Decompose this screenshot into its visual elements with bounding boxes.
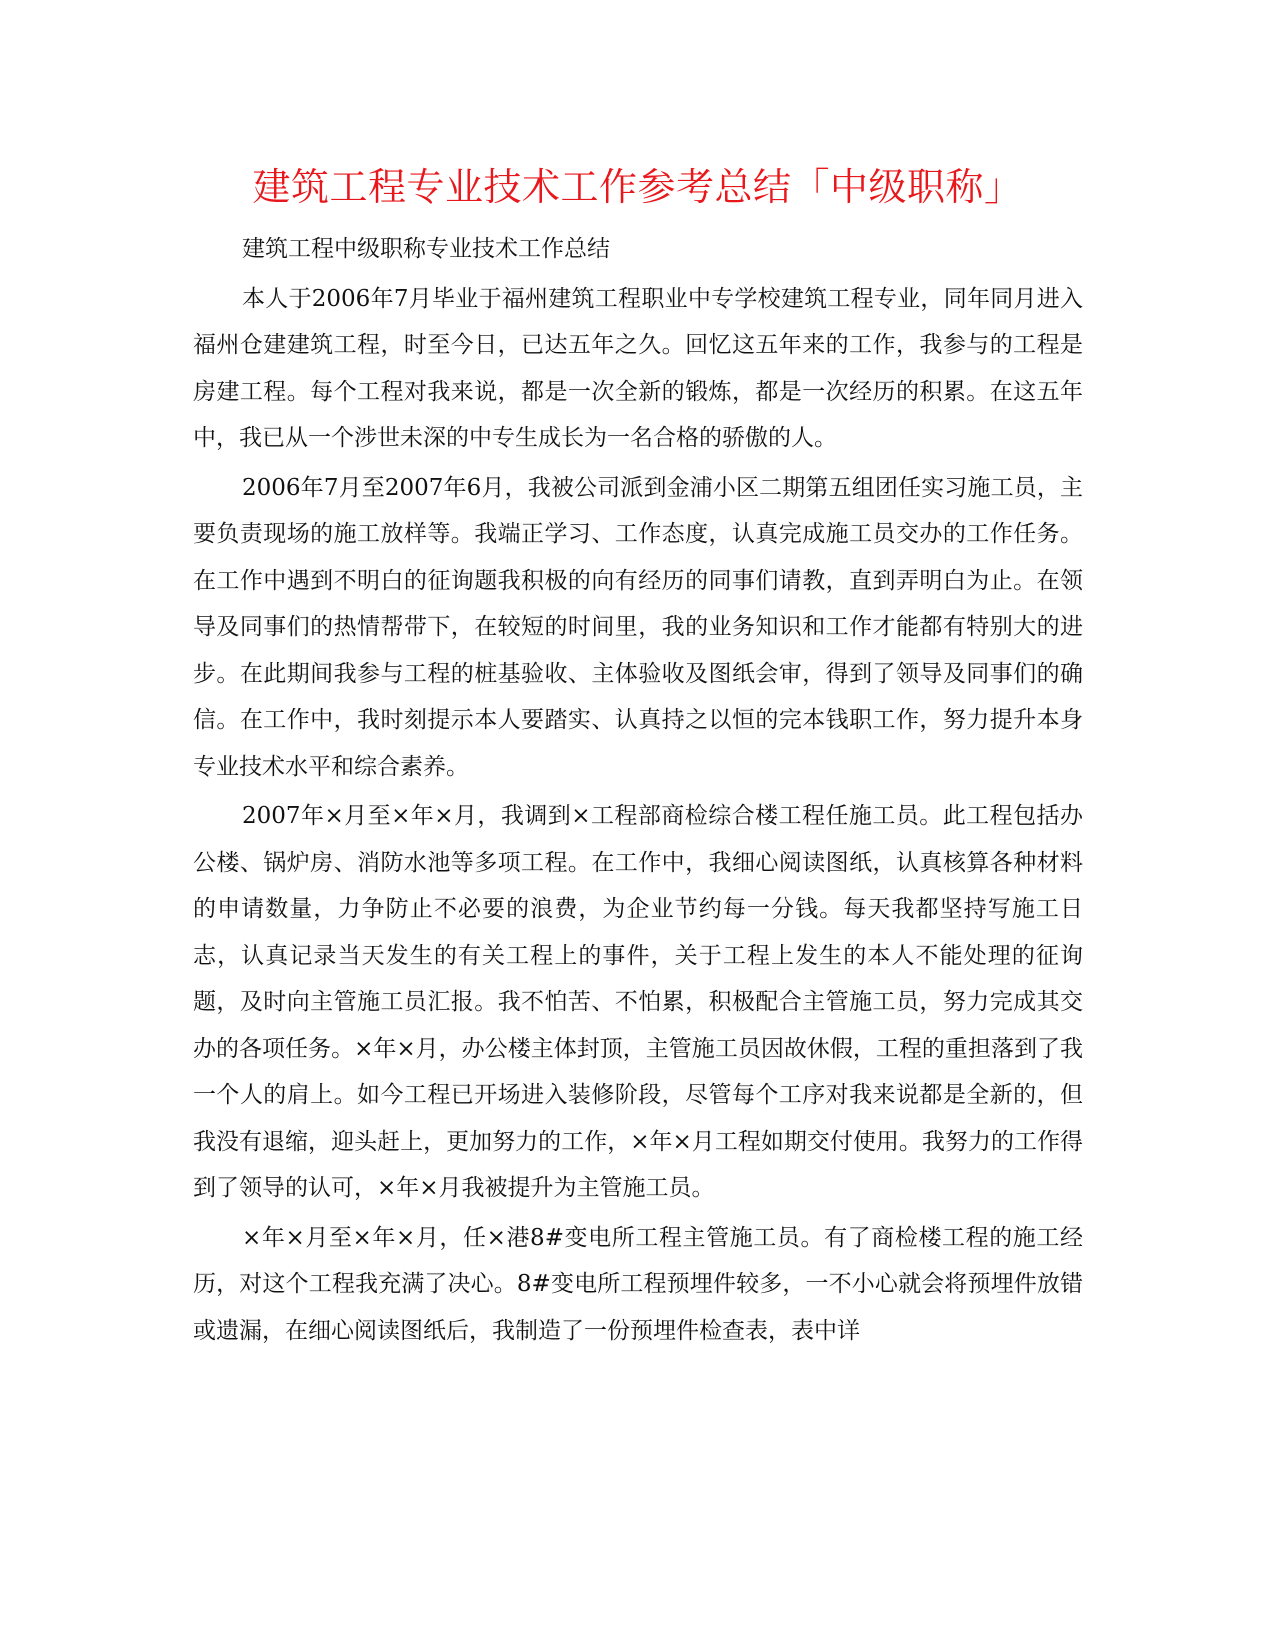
document-subtitle: 建筑工程中级职称专业技术工作总结	[242, 236, 610, 262]
document-body	[193, 226, 1083, 1357]
paragraph-substation-project: ×年×月至×年×月，任×港8#变电所工程主管施工员。有了商检楼工程的施工经历，对这个工程我充满了决心。8#变电所工程预埋件较多，一不小心就会将预埋件放错或遗漏，在细心阅读图纸后，我制造了一份预埋件检查表，表中详	[193, 1224, 1083, 1344]
paragraph-2007-commerce-building: 2007年×月至×年×月，我调到×工程部商检综合楼工程任施工员。此工程包括办公楼、锅炉房、消防水池等多项工程。在工作中，我细心阅读图纸，认真核算各种材料的申请数量，力争防止不必要的浪费，为企业节约每一分钱。每天我都坚持写施工日志，认真记录当天发生的有关工程上的事件，关于工程上发生的本人不能处理的征询题，及时向主管施工员汇报。我不怕苦、不怕累，积极配合主管施工员，努力完成其交办的各项任务。×年×月，办公楼主体封顶，主管施工员因故休假，工程的重担落到了我一个人的肩上。如今工程已开场进入装修阶段，尽管每个工序对我来说都是全新的，但我没有退缩，迎头赶上，更加努力的工作，×年×月工程如期交付使用。我努力的工作得到了领导的认可，×年×月我被提升为主管施工员。	[193, 803, 1083, 1201]
paragraph-intro: 本人于2006年7月毕业于福州建筑工程职业中专学校建筑工程专业，同年同月进入福州仓建建筑工程，时至今日，已达五年之久。回忆这五年来的工作，我参与的工程是房建工程。每个工程对我来说，都是一次全新的锻炼，都是一次经历的积累。在这五年中，我已从一个涉世未深的中专生成长为一名合格的骄傲的人。	[193, 285, 1083, 451]
paragraph-2006-2007: 2006年7月至2007年6月，我被公司派到金浦小区二期第五组团任实习施工员，主要负责现场的施工放样等。我端正学习、工作态度，认真完成施工员交办的工作任务。在工作中遇到不明白的征询题我积极的向有经历的同事们请教，直到弄明白为止。在领导及同事们的热情帮带下，在较短的时间里，我的业务知识和工作才能都有特别大的进步。在此期间我参与工程的桩基验收、主体验收及图纸会审，得到了领导及同事们的确信。在工作中，我时刻提示本人要踏实、认真持之以恒的完本钱职工作，努力提升本身专业技术水平和综合素养。	[193, 474, 1083, 780]
document-title: 建筑工程专业技术工作参考总结「中级职称」	[252, 165, 1023, 209]
